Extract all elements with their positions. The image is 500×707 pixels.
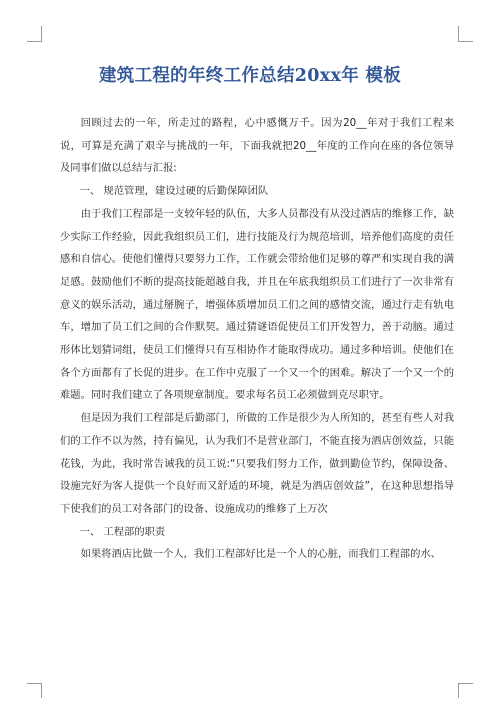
paragraph-team-training: 由于我们工程部是一支较年轻的队伍，大多人员都没有从没过酒店的维修工作，缺少实际工作经验，因此我组织员工们，进行技能及行为规范培训，培养他们高度的责任感和自信心。使他们懂得只要努力工作，工作就会带给他们足够的尊严和实现自我的满足感。鼓励他们不断的提高技能超越自我，并且在年底我组织员工们进行了一次非常有意义的娱乐活动，通过掰腕子，增强体质增加员工们之间的感情交流，通过行走有轨电车，增加了员工们之间的合作默契。通过猜谜语促使员工们开发智力，善于动脑。通过形体比划猜词组，使员工们懂得只有互相协作才能取得成功。通过多种培训。使他们在各个方面都有了长促的进步。在工作中克服了一个又一个的困难。解决了一个又一个的难题。同时我们建立了各项规章制度。要求每名员工必须做到克尽职守。	[60, 207, 454, 402]
section-heading-2: 一、 工程部的职责	[79, 525, 166, 538]
paragraph-intro: 回顾过去的一年，所走过的路程，心中感慨万千。因为20__年对于我们工程来说，可算是充满了艰辛与挑战的一年，下面我就把20__年度的工作向在座的各位领导及同事们做以总结与汇报:	[60, 117, 454, 175]
crop-mark-bottom-right	[458, 683, 459, 698]
crop-mark-top-left	[41, 26, 42, 41]
document-body	[60, 112, 454, 566]
document-title: 建筑工程的年终工作总结20xx年 模板	[98, 66, 401, 86]
section-heading-1: 一、 规范管理，建设过硬的后勤保障团队	[79, 185, 269, 198]
crop-mark-bottom-right	[458, 683, 473, 684]
crop-mark-bottom-left	[41, 683, 42, 698]
crop-mark-top-left	[27, 41, 42, 42]
crop-mark-top-right	[458, 41, 473, 42]
paragraph-logistics: 但是因为我们工程部是后勤部门，所做的工作是很少为人所知的，甚至有些人对我们的工作不以为然，持有偏见，认为我们不是营业部门，不能直接为酒店创效益，只能花钱，为此，我时常告诫我的员工说:“只要我们努力工作，做到勤俭节约，保障设备、设施完好为客人提供一个良好而又舒适的环境，就是为酒店创效益”，在这种思想指导下使我们的员工对各部门的设备、设施成功的维修了上万次	[60, 412, 454, 515]
crop-mark-bottom-left	[27, 683, 42, 684]
crop-mark-top-right	[458, 26, 459, 41]
paragraph-duties: 如果将酒店比做一个人，我们工程部好比是一个人的心脏，而我们工程部的水、	[80, 548, 441, 561]
